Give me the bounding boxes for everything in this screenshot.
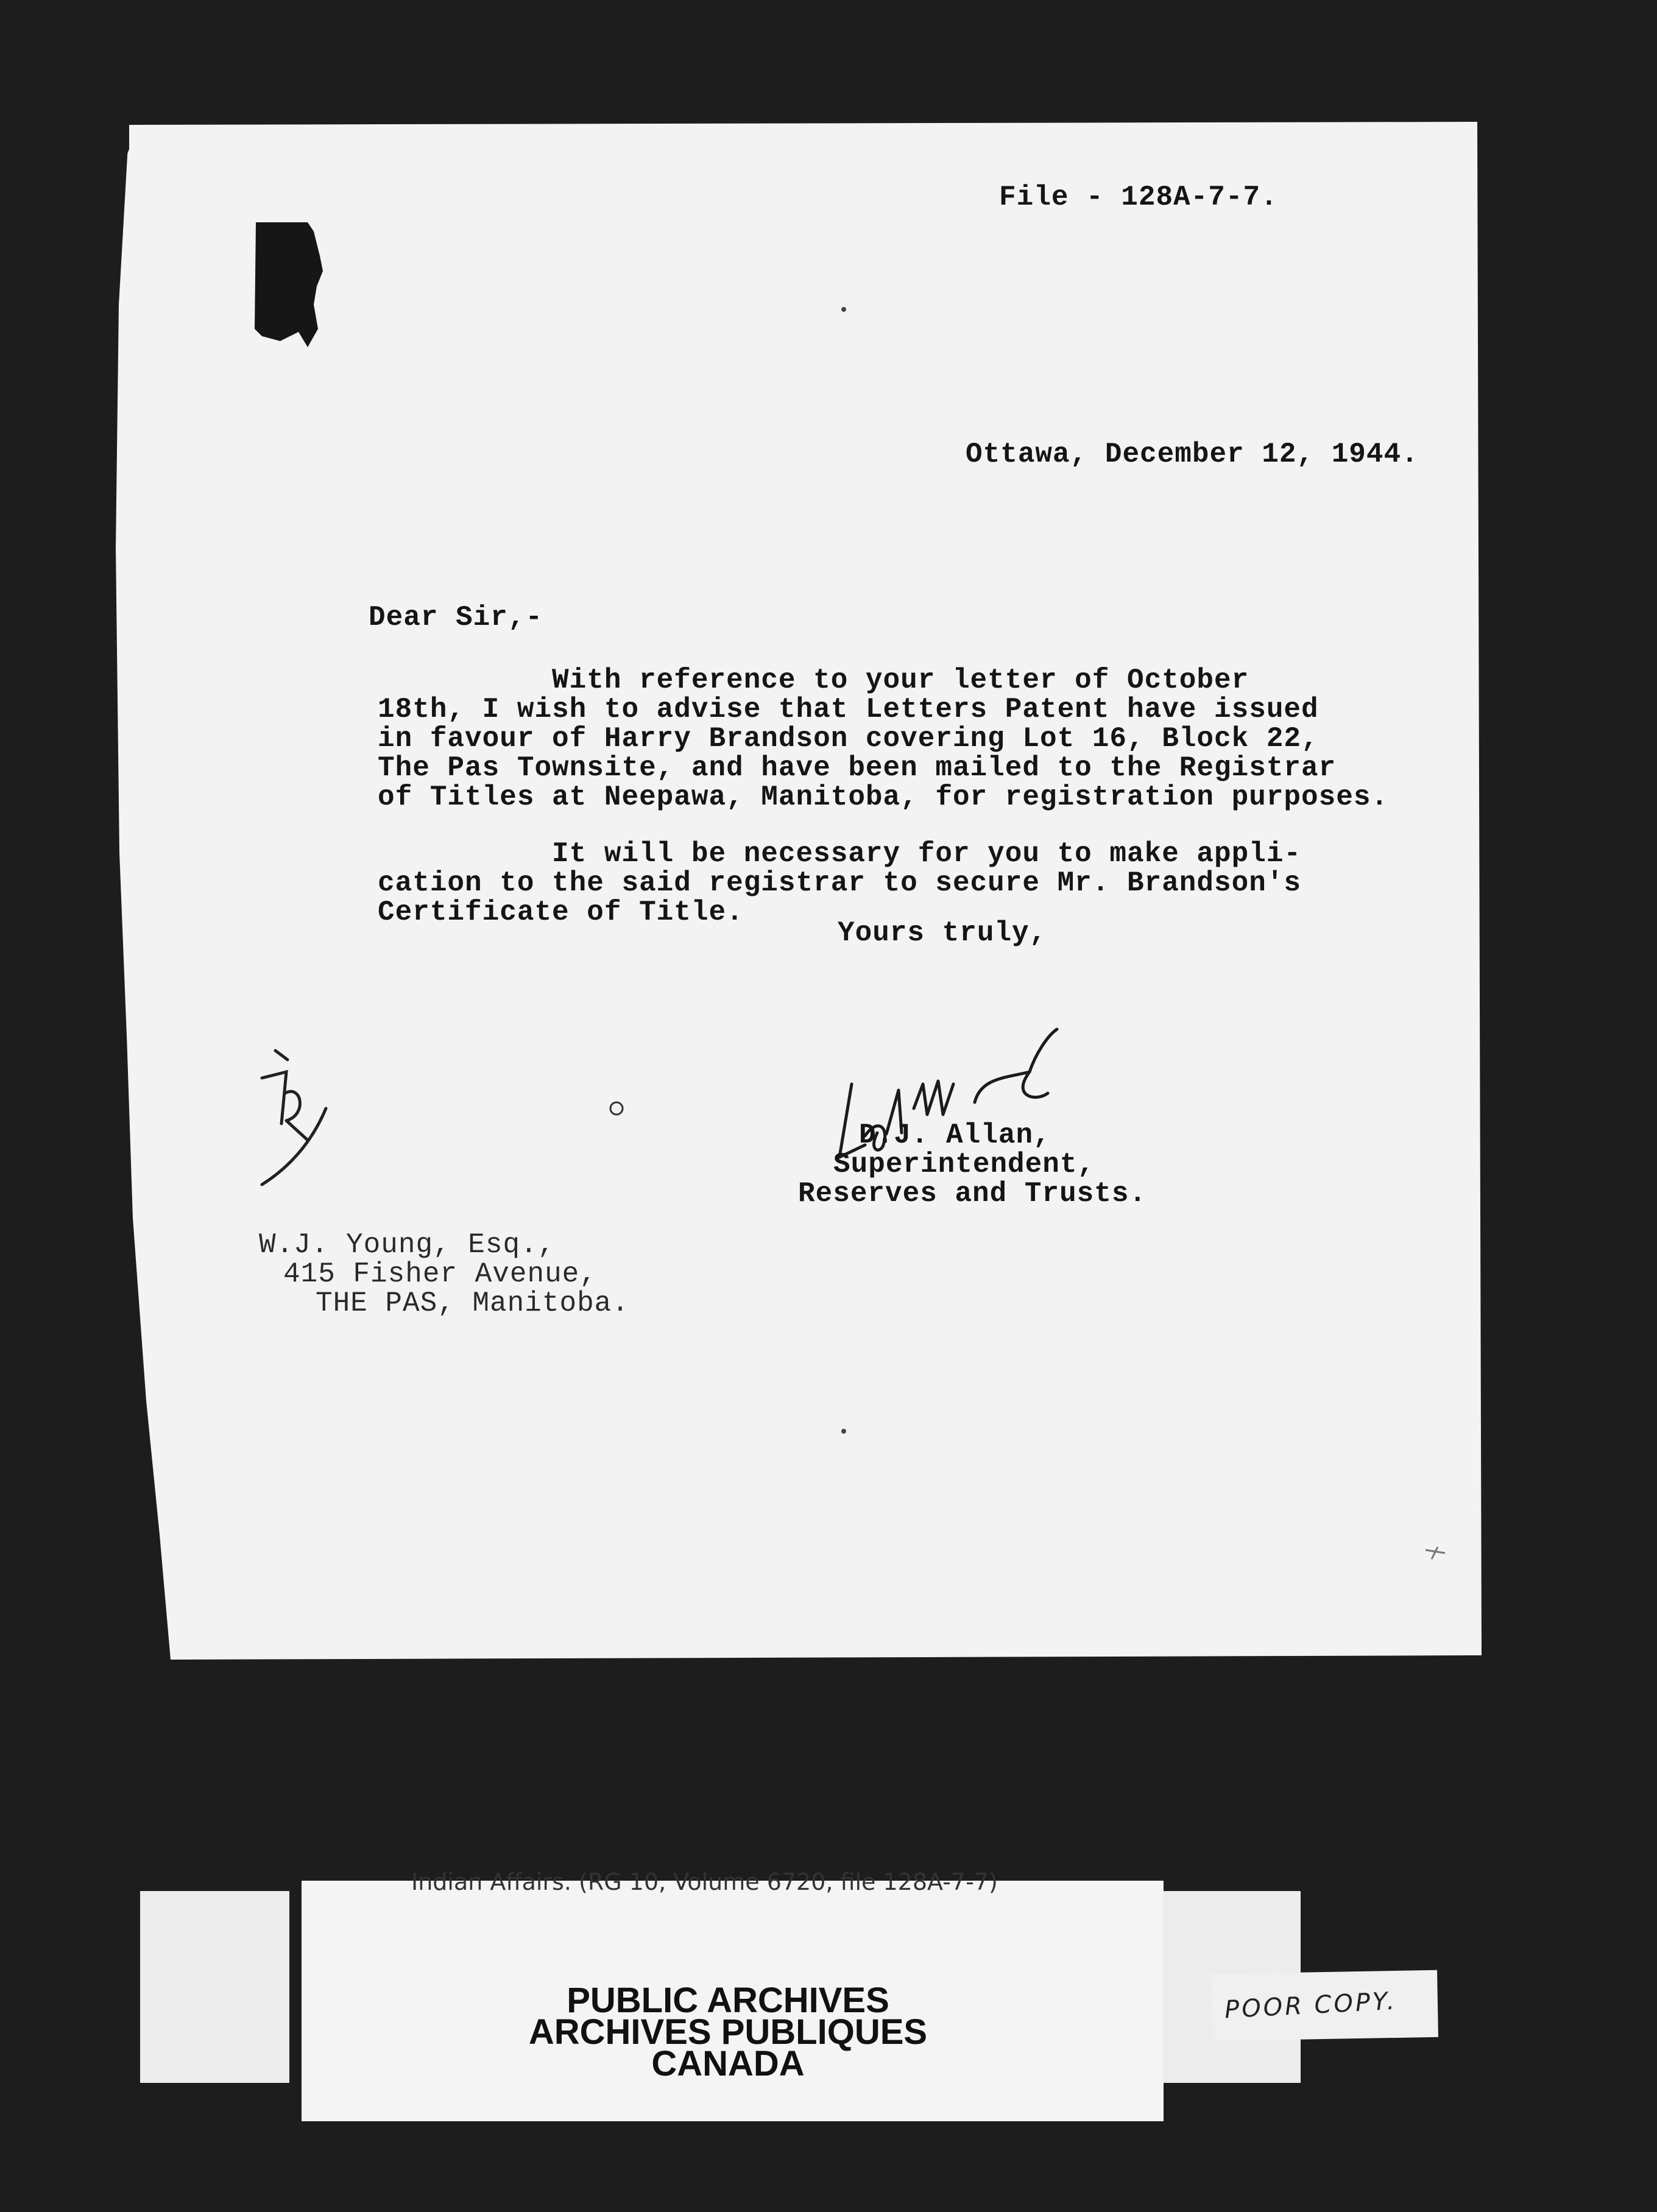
stray-mark (841, 1429, 846, 1434)
letter-paragraph-1: With reference to your letter of October 18th, I wish to advise that Letters Patent have issued in favour of Harry Brandson covering Lot 16, Block 22, The Pas Townsite, and have been mailed to the Registrar of Titles at Neepawa, Manitoba, for registration purposes. (378, 664, 1389, 813)
letter-paragraph-2: It will be necessary for you to make appli- cation to the said registrar to secure Mr. Brandson's Certificate of Title. (378, 838, 1302, 928)
poor-copy-note: POOR COPY. (1223, 1987, 1398, 2024)
addressee-name: W.J. Young, Esq., (259, 1229, 556, 1261)
letter-salutation: Dear Sir,- (369, 602, 543, 633)
archive-stamp-line: ARCHIVES PUBLIQUES (528, 2012, 928, 2052)
addressee-city: THE PAS, Manitoba. (316, 1287, 629, 1319)
addressee-street: 415 Fisher Avenue, (283, 1258, 597, 1290)
archive-stamp-line: PUBLIC ARCHIVES (567, 1981, 889, 2020)
punched-hole-mark (255, 222, 323, 347)
label-strip-left (140, 1891, 289, 2083)
letter-closing: Yours truly, (838, 917, 1047, 949)
stray-mark (841, 307, 846, 312)
archive-stamp-line: CANADA (651, 2044, 805, 2083)
signatory-name: D.J. Allan, (859, 1119, 1051, 1151)
letter-dateline: Ottawa, December 12, 1944. (966, 439, 1419, 470)
signatory-department: Reserves and Trusts. (798, 1178, 1147, 1210)
file-reference: File - 128A-7-7. (999, 181, 1278, 213)
archive-citation: Indian Affairs. (RG 10, Volume 6720, file 128A-7-7) (411, 1869, 998, 1895)
signatory-title: Superintendent, (833, 1149, 1095, 1180)
